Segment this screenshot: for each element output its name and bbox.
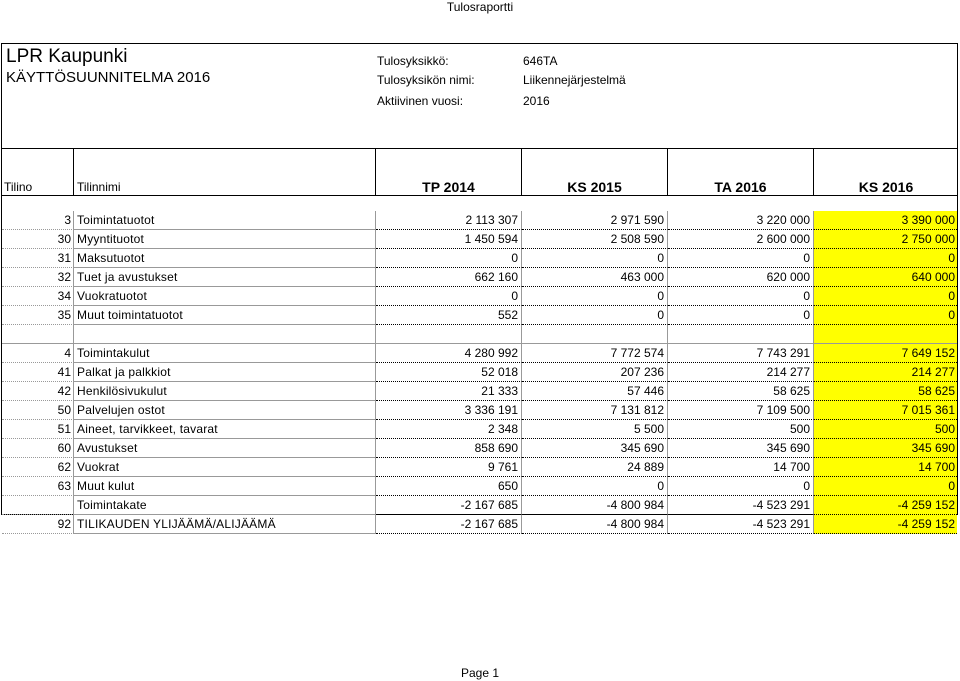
account-name: Palkat ja palkkiot xyxy=(74,363,376,382)
value-ta2016: 214 277 xyxy=(668,363,814,382)
organization-name: LPR Kaupunki xyxy=(6,46,128,67)
value-ks2016: 500 xyxy=(814,420,957,439)
account-name: Toimintatuotot xyxy=(74,211,376,230)
account-code: 63 xyxy=(2,477,74,496)
value-tp2014: 21 333 xyxy=(376,382,522,401)
value-ks2015: 463 000 xyxy=(522,268,668,287)
value-ks2016: 0 xyxy=(814,287,957,306)
unit-label: Tulosyksikkö: xyxy=(377,54,449,68)
account-code: 51 xyxy=(2,420,74,439)
account-name: Tuet ja avustukset xyxy=(74,268,376,287)
value-ta2016: -4 523 291 xyxy=(668,515,814,534)
value-ks2016: 2 750 000 xyxy=(814,230,957,249)
account-name: Vuokratuotot xyxy=(74,287,376,306)
value-ta2016: 345 690 xyxy=(668,439,814,458)
value-tp2014: -2 167 685 xyxy=(376,496,522,515)
table-row xyxy=(2,420,957,439)
value-tp2014: 662 160 xyxy=(376,268,522,287)
value-ks2016: -4 259 152 xyxy=(814,496,957,515)
table-row xyxy=(2,268,957,287)
value-tp2014: 858 690 xyxy=(376,439,522,458)
account-code: 50 xyxy=(2,401,74,420)
column-header-name xyxy=(74,149,376,195)
page-title: Tulosraportti xyxy=(446,0,514,14)
table-row xyxy=(2,382,957,401)
value-tp2014: 4 280 992 xyxy=(376,344,522,363)
table-row xyxy=(2,306,957,325)
value-ks2015: 345 690 xyxy=(522,439,668,458)
report-table xyxy=(1,43,958,531)
value-tp2014: -2 167 685 xyxy=(376,515,522,534)
column-header-ks2015-label: KS 2015 xyxy=(567,179,622,195)
value-tp2014: 2 113 307 xyxy=(376,211,522,230)
value-ks2015: -4 800 984 xyxy=(522,496,668,515)
value-tp2014: 3 336 191 xyxy=(376,401,522,420)
value-ks2015: 2 971 590 xyxy=(522,211,668,230)
account-code: 41 xyxy=(2,363,74,382)
account-name: TILIKAUDEN YLIJÄÄMÄ/ALIJÄÄMÄ xyxy=(74,515,376,534)
table-row xyxy=(2,287,957,306)
account-code xyxy=(2,496,74,515)
value-ks2015: 0 xyxy=(522,287,668,306)
value-ks2016: 0 xyxy=(814,306,957,325)
table-row xyxy=(2,230,957,249)
table-body xyxy=(2,211,957,534)
value-ta2016: 620 000 xyxy=(668,268,814,287)
account-name: Avustukset xyxy=(74,439,376,458)
value-tp2014: 650 xyxy=(376,477,522,496)
year-value: 2016 xyxy=(523,94,550,108)
value-ks2016: 345 690 xyxy=(814,439,957,458)
account-code: 31 xyxy=(2,249,74,268)
unit-name-label: Tulosyksikön nimi: xyxy=(377,73,475,87)
value-ta2016: 500 xyxy=(668,420,814,439)
account-name: Aineet, tarvikkeet, tavarat xyxy=(74,420,376,439)
value-ks2016 xyxy=(814,325,957,344)
value-ta2016: 0 xyxy=(668,477,814,496)
value-ks2016: 0 xyxy=(814,477,957,496)
account-name: Muut toimintatuotot xyxy=(74,306,376,325)
account-name: Henkilösivukulut xyxy=(74,382,376,401)
account-name: Myyntituotot xyxy=(74,230,376,249)
table-row xyxy=(2,363,957,382)
column-header-ta2016-label: TA 2016 xyxy=(714,179,767,195)
value-ks2016: 214 277 xyxy=(814,363,957,382)
column-header-tp2014-label: TP 2014 xyxy=(422,179,475,195)
value-ta2016: 2 600 000 xyxy=(668,230,814,249)
column-header-ks2016 xyxy=(814,149,958,195)
table-row xyxy=(2,344,957,363)
value-ta2016: 3 220 000 xyxy=(668,211,814,230)
value-ks2016: -4 259 152 xyxy=(814,515,957,534)
value-ks2016: 640 000 xyxy=(814,268,957,287)
value-ks2015: 7 772 574 xyxy=(522,344,668,363)
column-header-ks2016-label: KS 2016 xyxy=(858,179,914,195)
value-ks2016: 58 625 xyxy=(814,382,957,401)
value-ks2015: 0 xyxy=(522,306,668,325)
account-code: 30 xyxy=(2,230,74,249)
value-tp2014: 0 xyxy=(376,287,522,306)
account-name: Muut kulut xyxy=(74,477,376,496)
account-code: 3 xyxy=(2,211,74,230)
value-ks2015: 2 508 590 xyxy=(522,230,668,249)
table-row xyxy=(2,496,957,515)
value-ks2016: 3 390 000 xyxy=(814,211,957,230)
table-row xyxy=(2,515,957,534)
value-ks2016: 7 015 361 xyxy=(814,401,957,420)
account-code: 34 xyxy=(2,287,74,306)
value-tp2014: 2 348 xyxy=(376,420,522,439)
year-label: Aktiivinen vuosi: xyxy=(377,94,464,108)
account-name: Maksutuotot xyxy=(74,249,376,268)
table-row xyxy=(2,401,957,420)
account-code: 92 xyxy=(2,515,74,534)
account-name: Vuokrat xyxy=(74,458,376,477)
value-ta2016: 58 625 xyxy=(668,382,814,401)
value-tp2014 xyxy=(376,325,522,344)
value-ks2016: 14 700 xyxy=(814,458,957,477)
table-row xyxy=(2,249,957,268)
column-header-divider xyxy=(2,195,957,196)
account-name: Toimintakulut xyxy=(74,344,376,363)
column-header-ks2015 xyxy=(522,149,668,195)
column-header-tp2014 xyxy=(376,149,522,195)
unit-name-value: Liikennejärjestelmä xyxy=(523,73,626,87)
page-number: Page 1 xyxy=(460,666,500,680)
value-ta2016: 7 743 291 xyxy=(668,344,814,363)
account-code: 32 xyxy=(2,268,74,287)
value-tp2014: 9 761 xyxy=(376,458,522,477)
value-ta2016 xyxy=(668,325,814,344)
table-row xyxy=(2,458,957,477)
plan-title: KÄYTTÖSUUNNITELMA 2016 xyxy=(6,69,211,86)
value-ks2015: 207 236 xyxy=(522,363,668,382)
value-ta2016: 7 109 500 xyxy=(668,401,814,420)
account-code xyxy=(2,325,74,344)
account-name xyxy=(74,325,376,344)
table-row xyxy=(2,211,957,230)
column-header-name-label: Tilinnimi xyxy=(77,180,121,194)
value-tp2014: 552 xyxy=(376,306,522,325)
value-ks2015: 24 889 xyxy=(522,458,668,477)
value-ta2016: 0 xyxy=(668,306,814,325)
account-code: 42 xyxy=(2,382,74,401)
value-ta2016: 0 xyxy=(668,287,814,306)
value-tp2014: 0 xyxy=(376,249,522,268)
table-row xyxy=(2,325,957,344)
value-ks2015: 5 500 xyxy=(522,420,668,439)
column-header-code xyxy=(2,149,74,195)
account-code: 35 xyxy=(2,306,74,325)
value-tp2014: 52 018 xyxy=(376,363,522,382)
table-row xyxy=(2,439,957,458)
value-ks2015: 0 xyxy=(522,249,668,268)
value-ks2015: 57 446 xyxy=(522,382,668,401)
value-tp2014: 1 450 594 xyxy=(376,230,522,249)
value-ta2016: -4 523 291 xyxy=(668,496,814,515)
value-ks2015: 0 xyxy=(522,477,668,496)
value-ta2016: 0 xyxy=(668,249,814,268)
value-ta2016: 14 700 xyxy=(668,458,814,477)
unit-value: 646TA xyxy=(523,54,558,68)
value-ks2016: 0 xyxy=(814,249,957,268)
account-code: 62 xyxy=(2,458,74,477)
account-code: 4 xyxy=(2,344,74,363)
column-header-ta2016 xyxy=(668,149,814,195)
value-ks2016: 7 649 152 xyxy=(814,344,957,363)
value-ks2015 xyxy=(522,325,668,344)
account-name: Toimintakate xyxy=(74,496,376,515)
account-name: Palvelujen ostot xyxy=(74,401,376,420)
table-row xyxy=(2,477,957,496)
column-header-code-label: Tilino xyxy=(4,180,33,194)
account-code: 60 xyxy=(2,439,74,458)
value-ks2015: -4 800 984 xyxy=(522,515,668,534)
value-ks2015: 7 131 812 xyxy=(522,401,668,420)
